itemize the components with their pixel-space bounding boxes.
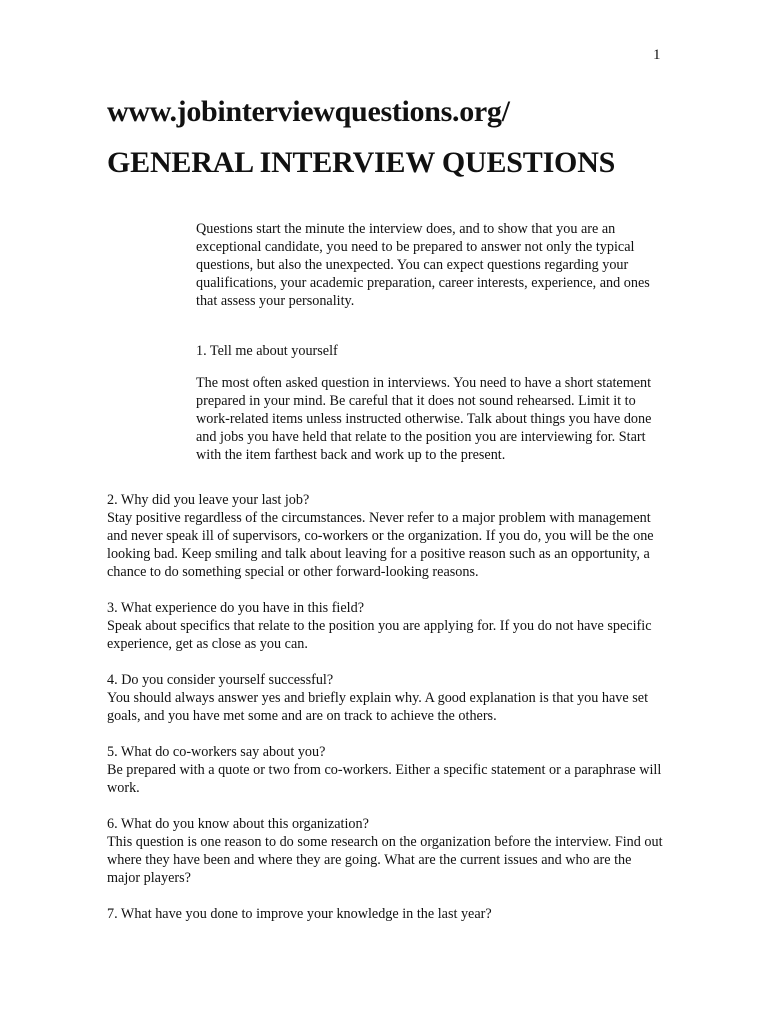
question-answer: You should always answer yes and briefly explain why. A good explanation is that you have set goals, and you have met some and are on track to achieve the others.: [107, 690, 649, 724]
question-heading: 2. Why did you leave your last job?: [107, 492, 310, 508]
question-heading: 1. Tell me about yourself: [196, 343, 338, 360]
question-heading: 5. What do co-workers say about you?: [107, 744, 326, 760]
page-title: GENERAL INTERVIEW QUESTIONS: [107, 146, 616, 179]
intro-paragraph: Questions start the minute the interview does, and to show that you are an exceptional candidate, you need to be prepared to answer not only the typical questions, but also the unexpected. You can expect questions regarding your qualifications, your academic preparation, career interests, experience, and ones that assess your personality.: [196, 221, 650, 309]
site-url-heading: www.jobinterviewquestions.org/: [107, 95, 510, 128]
question-block-2: [107, 491, 667, 581]
question-block-6: [107, 815, 667, 887]
question-block-1: [196, 328, 668, 479]
question-list: [107, 491, 667, 941]
question-block-3: [107, 599, 667, 653]
question-answer: Stay positive regardless of the circumstances. Never refer to a major problem with management and never speak ill of supervisors, co-workers or the organization. If you do, you will be the one looking bad. Keep smiling and talk about leaving for a positive reason such as an opportunity, a chance to do something special or other forward-looking reasons.: [107, 510, 654, 580]
question-answer: The most often asked question in interviews. You need to have a short statement prepared in your mind. Be careful that it does not sound rehearsed. Limit it to work-related items unless instructed otherwise. Talk about things you have done and jobs you have held that relate to the position you are interviewing for. Start with the item farthest back and work up to the present.: [196, 375, 652, 464]
question-heading: 4. Do you consider yourself successful?: [107, 672, 334, 688]
question-block-7: [107, 905, 667, 923]
question-block-4: [107, 671, 667, 725]
question-answer: Be prepared with a quote or two from co-workers. Either a specific statement or a paraphrase will work.: [107, 762, 662, 796]
question-heading: 6. What do you know about this organization?: [107, 816, 369, 832]
page-number: 1: [653, 47, 661, 63]
question-answer: This question is one reason to do some research on the organization before the interview. Find out where they have been and where they are going. What are the current issues and who are the major players?: [107, 834, 663, 886]
question-block-5: [107, 743, 667, 797]
question-answer: Speak about specifics that relate to the position you are applying for. If you do not have specific experience, get as close as you can.: [107, 618, 652, 652]
question-heading: 7. What have you done to improve your knowledge in the last year?: [107, 906, 492, 922]
question-heading: 3. What experience do you have in this field?: [107, 600, 364, 616]
